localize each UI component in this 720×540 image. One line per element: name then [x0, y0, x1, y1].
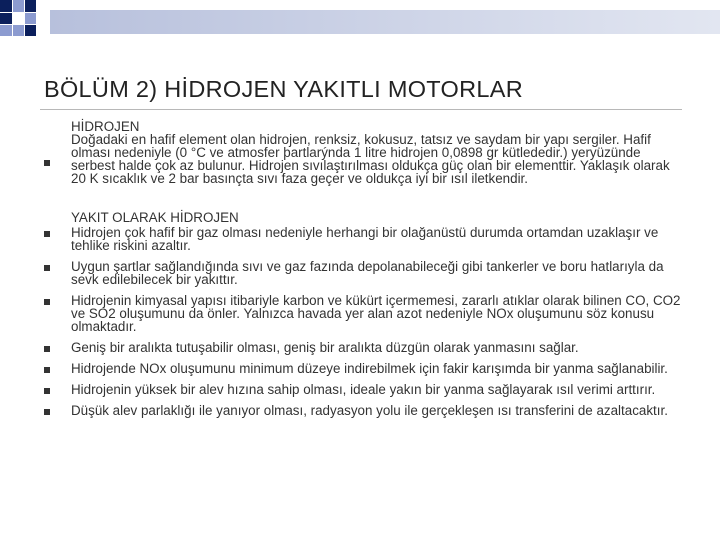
- list-item: [44, 404, 684, 417]
- deco-square-light-2: [25, 13, 36, 24]
- deco-square-dark-3: [0, 13, 12, 24]
- square-bullet-icon: [44, 265, 50, 271]
- list-item-text: Hidrojende NOx oluşumunu minimum düzeye indirebilmek için fakir karışımda bir yanma sağlanabilir.: [71, 361, 668, 376]
- list-item: [44, 226, 684, 252]
- deco-square-light-1: [13, 0, 24, 12]
- square-bullet-icon: [44, 160, 50, 166]
- deco-square-dark-4: [25, 25, 36, 36]
- list-item-text: Hidrojen çok hafif bir gaz olması nedeniyle herhangi bir olağanüstü durumda ortamdan uzaklaşır ve tehlike riskini azaltır.: [71, 225, 659, 253]
- deco-square-white: [13, 13, 24, 24]
- slide-title: BÖLÜM 2) HİDROJEN YAKITLI MOTORLAR: [44, 76, 523, 102]
- square-bullet-icon: [44, 299, 50, 305]
- section1-paragraph: [44, 133, 684, 185]
- square-bullet-icon: [44, 409, 50, 415]
- list-item-text: Hidrojenin yüksek bir alev hızına sahip olması, ideale yakın bir yanma sağlayarak ısıl verimi arttırır.: [71, 382, 656, 397]
- list-item-text: Hidrojenin kimyasal yapısı itibariyle karbon ve kükürt içermemesi, zararlı atıklar olarak bilinen CO, CO2 ve SO2 oluşumunu da önler. Yalnızca havada yer alan azot nedeniyle NOx oluşumunu söz konusu olmaktadır.: [71, 293, 681, 334]
- list-item: [44, 383, 684, 396]
- section-yakit: [44, 211, 684, 417]
- list-item: [44, 294, 684, 333]
- header-decoration: [0, 0, 720, 44]
- deco-square-dark-2: [25, 0, 36, 12]
- section2-heading: YAKIT OLARAK HİDROJEN: [71, 210, 239, 225]
- square-bullet-icon: [44, 388, 50, 394]
- deco-square-light-4: [13, 25, 24, 36]
- deco-bar: [50, 10, 720, 34]
- list-item: [44, 341, 684, 354]
- square-bullet-icon: [44, 231, 50, 237]
- list-item: [44, 362, 684, 375]
- slide-content: [44, 120, 684, 417]
- deco-square-light-3: [0, 25, 12, 36]
- square-bullet-icon: [44, 367, 50, 373]
- section1-heading: HİDROJEN: [71, 119, 140, 134]
- list-item-text: Düşük alev parlaklığı ile yanıyor olması, radyasyon yolu ile gerçekleşen ısı transferini de azaltacaktır.: [71, 403, 668, 418]
- list-item-text: Uygun şartlar sağlandığında sıvı ve gaz fazında depolanabileceği gibi tankerler ve boru hatlarıyla da sevk edilebilecek bir yakıttır.: [71, 259, 664, 287]
- section-hidrojen: [44, 120, 684, 185]
- list-item-text: Geniş bir aralıkta tutuşabilir olması, geniş bir aralıkta düzgün olarak yanmasını sağlar.: [71, 340, 579, 355]
- deco-square-dark-1: [0, 0, 12, 12]
- list-item: [44, 260, 684, 286]
- section1-paragraph-text: Doğadaki en hafif element olan hidrojen, renksiz, kokusuz, tatsız ve saydam bir yapı sergiler. Hafif olması nedeniyle (0 °C ve atmosfer þartlarýnda 1 litre hidrojen 0,0898 gr kütlededir.) yeryüzünde serbest halde çok az bulunur. Hidrojen sıvılaştırılması oldukça güç olan bir elementtir. Yaklaşık olarak 20 K sıcaklık ve 2 bar basınçta sıvı faza geçer ve oldukça iyi bir ısıl iletkendir.: [71, 132, 670, 186]
- square-bullet-icon: [44, 346, 50, 352]
- title-divider: [40, 109, 682, 110]
